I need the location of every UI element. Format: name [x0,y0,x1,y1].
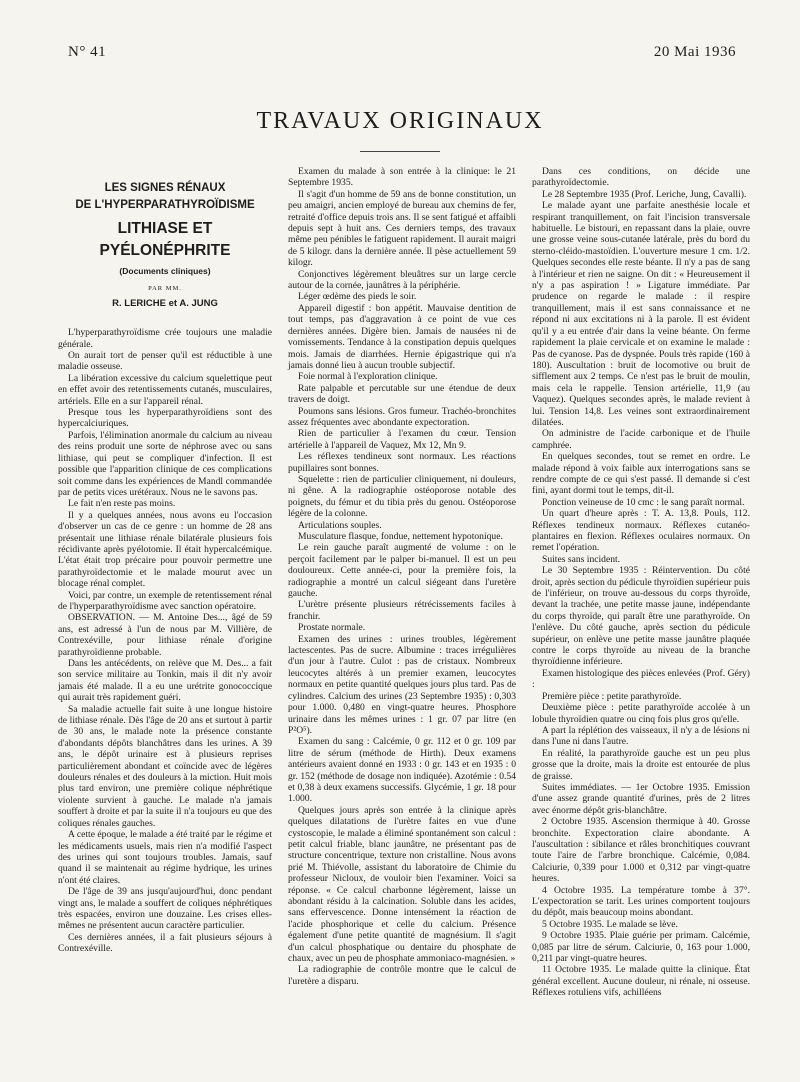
column-1 [58,172,272,955]
paragraph: Foie normal à l'exploration clinique. [298,371,438,383]
paragraph: Poumons sans lésions. Gros fumeur. Trachéo-bronchites assez fréquentes avec abondante expectoration. [288,405,516,428]
paragraph: Examen du malade à son entrée à la clinique: le 21 Septembre 1935. [288,166,516,189]
paragraph: On aurait tort de penser qu'il est réductible à une maladie osseuse. [58,350,272,373]
paragraph: Conjonctives légèrement bleuâtres sur un large cercle autour de la cornée, jaunâtres à la périphérie. [288,268,516,292]
paragraph: Examen histologique des pièces enlevées (Prof. Géry) : [532,667,750,691]
paragraph: Il y a quelques années, nous avons eu l'occasion d'observer un cas de ce genre : un homme de 28 ans présentait une lithiase rénale bilatérale plusieurs fois récidivante après pyélotomie. Il était hypercalcémique. L'état était trop précaire pour pouvoir permettre une parathyroïdectomie et le malade mourut avec un blocage rénal complet. [58,509,272,590]
article-by: PAR MM. [148,285,182,293]
paragraph: Les réflexes tendineux sont normaux. Les réactions pupillaires sont bonnes. [288,451,516,474]
paragraph: Quelques jours après son entrée à la clinique après quelques dilatations de l'urètre faites en vue d'une cystoscopie, le malade a éliminé spontanément son calcul : petit calcul friable, blanc jaunâtre, ne présentant pas de structure concentrique, texture non cristalline. Nous avons prié M. Thiévolle, assistant du laboratoire de Chimie du professeur Nicloux, de vouloir bien l'examiner. Voici sa réponse. « Ce calcul charbonne légèrement, laisse un abondant résidu à la calcination. Soluble dans les acides, sans effervescence. Donne intensément la réaction de l'acide phosphorique et celle du calcium. Présence également d'une petite quantité de magnésium. Il s'agit d'un calcul phosphatique ou dentaire du phosphate de chaux, avec un peu de phosphate ammoniaco-magnésien. » [288,804,516,965]
paragraph: Prostate normale. [298,622,366,634]
paragraph: A part la réplétion des vaisseaux, il n'y a de lésions ni dans l'une ni dans l'autre. [532,724,750,748]
paragraph: Appareil digestif : bon appétit. Mauvaise dentition de tout temps, pas d'aggravation à ce point de vue ces dernières années. Digère bien. Jamais de nausées ni de vomissements. Tendance à la constipation depuis quelques mois. Jamais de diarrhées. Hernie épigastrique qui n'a jamais donné lieu à aucun trouble subjectif. [288,302,516,371]
paragraph: Suites sans incident. [542,553,621,565]
paragraph: A cette époque, le malade a été traité par le régime et les médicaments usuels, mais rien n'a modifié l'aspect des urines qui sont toujours troubles. Jamais, sauf quand il se maintenait au régime hydrique, les urines n'ont été claires. [58,829,272,886]
paragraph: Musculature flasque, fondue, nettement hypotonique. [298,531,503,542]
paragraph: Parfois, l'élimination anormale du calcium au niveau des reins produit une sorte de néphrose avec ou sans lithiase, qui peut se compliquer d'infection. Il est possible que l'apparition clinique de ces complications soit comme dans les expériences de Mandl commandée par de petits vices urétéraux. Nous ne le savons pas. [58,429,272,498]
paragraph: Dans les antécédents, on relève que M. Des... a fait son service militaire au Tonkin, mais il dit n'y avoir jamais été malade. Il a eu une urétrite gonococcique qui aurait très rapidement guéri. [58,658,272,704]
paragraph: Ponction veineuse de 10 cmc : le sang paraît normal. [542,496,745,508]
paragraph: De l'âge de 39 ans jusqu'aujourd'hui, donc pendant vingt ans, le malade a souffert de coliques néphrétiques très espacées, environ une douzaine. Les crises elles-mêmes ne présentent aucun caractère particulier. [58,886,272,932]
paragraph: Examen des urines : urines troubles, légèrement lactescentes. Pas de sucre. Albumine : traces irrégulières d'un jour à l'autre. Culot : pas de cristaux. Nombreux leucocytes altérés à un premier examen, leucocytes normaux en petite quantité quelques jours plus tard. Pas de cylindres. Calcium des urines (23 Septembre 1935) : 0,303 pour 1.000. 0,480 en vingt-quatre heures. Phosphore urinaire dans les mêmes urines : 1 gr. 07 par litre (en P²O⁵). [288,633,516,736]
issue-date: 20 Mai 1936 [653,44,736,60]
column-2 [288,166,516,987]
paragraph: Suites immédiates. — 1er Octobre 1935. Emission d'une assez grande quantité d'urines, près de 2 litres avec énorme dépôt gris-blanchâtre. [532,781,750,816]
paragraph: On administre de l'acide carbonique et de l'huile camphrée. [532,428,750,451]
page-number: N° 41 [68,44,107,60]
paragraph: Le fait n'en reste pas moins. [68,498,176,510]
paragraph: 4 Octobre 1935. La température tombe à 37°. L'expectoration se tarit. Les urines comportent toujours du dépôt, mais beaucoup moins abondant. [532,884,750,919]
paragraph: Ces dernières années, il a fait plusieurs séjours à Contrexéville. [58,931,272,955]
paragraph: 5 Octobre 1935. Le malade se lève. [542,918,678,930]
paragraph: OBSERVATION. — M. Antoine Des..., âgé de 59 ans, est adressé à l'un de nous par M. Villière, de Contrexéville, pour lithiase rénale d'origine parathyroïdienne probable. [58,612,272,658]
article-header [58,180,272,309]
paragraph: En quelques secondes, tout se remet en ordre. Le malade répond à voix faible aux interrogations sans se rendre compte de ce qui s'est passé. Il demande si c'est fini, ayant dormi tout le temps, dit-il. [532,451,750,497]
paragraph: La libération excessive du calcium squelettique peut en effet avoir des retentissements cutanés, musculaires, artériels. Elle en a sur l'appareil rénal. [58,372,272,407]
paragraph: Dans ces conditions, on décide une parathyroïdectomie. [532,166,750,189]
paragraph: Voici, par contre, un exemple de retentissement rénal de l'hyperparathyroïdisme avec sanction opératoire. [58,589,272,612]
paragraph: Le rein gauche paraît augmenté de volume : on le perçoit facilement par le palper bi-manuel. Il est un peu douloureux. Cette année-ci, pour la première fois, la radiographie a montré un calcul siégeant dans l'uretère gauche. [288,542,516,600]
title-divider [360,151,440,152]
article-subtitle: (Documents cliniques) [119,266,211,276]
paragraph: Articulations souples. [298,519,382,531]
paragraph: 9 Octobre 1935. Plaie guérie per primam. Calcémie, 0,085 par litre de sérum. Calciurie, 0, 163 pour 1.000, 0,211 par vingt-quatre heures. [532,930,750,965]
paragraph: La radiographie de contrôle montre que le calcul de l'uretère a disparu. [288,964,516,987]
article-authors: R. LERICHE et A. JUNG [112,297,218,309]
column-3-body [532,166,750,999]
column-2-body [288,166,516,987]
section-title: TRAVAUX ORIGINAUX [256,108,544,134]
article-title-main: LITHIASE ET PYÉLONÉPHRITE [99,220,231,259]
column-3 [532,166,750,999]
paragraph: Un quart d'heure après : T. A. 13,8. Pouls, 112. Réflexes tendineux normaux. Réflexes cutanéo-plantaires en flexion. Réflexes oculaires normaux. On remet l'opération. [532,508,750,554]
paragraph: Le 28 Septembre 1935 (Prof. Leriche, Jung, Cavalli). [542,188,747,200]
paragraph: Il s'agit d'un homme de 59 ans de bonne constitution, un peu amaigri, ancien employé de bureau aux chemins de fer, retraité d'office depuis trois ans. Il se sent fatigué et affaibli depuis sept à huit ans. Ces derniers temps, des travaux même peu pénibles le fatiguent rapidement. Il aurait maigri de 5 kilogr. dans la dernière année. Il pèse actuellement 59 kilogr. [288,188,516,269]
paragraph: Squelette : rien de particulier cliniquement, ni douleurs, ni gêne. A la radiographie ostéoporose notable des poignets, du fémur et du tibia près du genou. Ostéoporose légère de la colonne. [288,473,516,520]
paragraph: En réalité, la parathyroïde gauche est un peu plus grosse que la droite, mais la droite est entourée de plus de graisse. [532,747,750,782]
paragraph: Rien de particulier à l'examen du cœur. Tension artérielle à l'appareil de Vaquez, Mx 12, Mn 9. [288,428,516,451]
paragraph: 11 Octobre 1935. Le malade quitte la clinique. État général excellent. Aucune douleur, ni rénale, ni osseuse. Réflexes rotuliens vifs, achilléens [532,964,750,999]
article-title-line1: LES SIGNES RÉNAUX [104,182,226,194]
paragraph: Le 30 Septembre 1935 : Réintervention. Du côté droit, après section du pédicule thyroïdien supérieur puis de l'inférieur, on trouve au-dessous du corps thyroïde, devant la trachée, une petite masse jaune, indépendante du corps thyroïde, qui paraît être une parathyroïde. On l'enlève. Du côté gauche, après section du pédicule supérieur, on enlève une petite masse jaunâtre plaquée contre le corps thyroïde au niveau de la branche thyroïdienne inférieure. [532,565,750,668]
paragraph: Examen du sang : Calcémie, 0 gr. 112 et 0 gr. 109 par litre de sérum (méthode de Hirth). Deux examens antérieurs avaient donné en 1933 : 0 gr. 143 et en 1935 : 0 gr. 152 (méthode de dosage non indiquée). Azotémie : 0.54 et 0,38 à deux examens successifs. Glycémie, 1 gr. 18 pour 1.000. [288,736,516,805]
paragraph: Le malade ayant une parfaite anesthésie locale et respirant tranquillement, on fait l'incision transversale habituelle. Le bistouri, en repassant dans la plaie, ouvre une grosse veine sous-cutanée latérale, près du bord du sterno-cléido-mastoïdien. L'ouverture mesure 1 cm. 1/2. Quelques secondes elle reste béante. Il n'y a pas de sang à l'intérieur et rien ne saigne. On dit : « Heureusement il n'y a pas aspiration ! » Ligature immédiate. Par prudence on regarde le malade : il respire tranquillement, mais il est sans connaissance et ne répond ni aux excitations ni à la parole. Il est évident qu'il y a eu entrée d'air dans la veine béante. On ferme rapidement la plaie cervicale et on examine le malade : Pas de cyanose. Pas de dyspnée. Pouls très rapide (160 à 180). Auscultation : bruit de locomotive ou bruit de sifflement aux 2 temps. Ce n'est pas le bruit de moulin, mais cela le rappelle. Tension artérielle, 11,9 (au Vaquez). Quelques secondes après, le malade revient à lui. Tension 14,8. Les veines sont extraordinairement dilatées. [532,200,750,428]
paragraph: Rate palpable et percutable sur une étendue de deux travers de doigt. [288,382,516,406]
paragraph: L'urètre présente plusieurs rétrécissements faciles à franchir. [288,599,516,622]
column-1-body [58,327,272,954]
paragraph: Presque tous les hyperparathyroïdiens sont des hypercalciuriques. [58,407,272,430]
article-title-line2: DE L'HYPERPARATHYROÏDISME [75,199,255,211]
paragraph: L'hyperparathyroïdisme crée toujours une maladie générale. [58,327,272,350]
paragraph: Sa maladie actuelle fait suite à une longue histoire de lithiase rénale. Dès l'âge de 20 ans et surtout à partir de 30 ans, le malade note la présence constante d'abondants dépôts blanchâtres dans les urines. A 39 ans, le dépôt urinaire est à plusieurs reprises particulièrement abondant et coïncide avec de légères douleurs rénales et des douleurs à la miction. Huit mois plus tard environ, une première colique néphrétique violente survient à gauche. Le malade n'a jamais souffert à droite et par la suite il n'a toujours eu que des coliques rénales gauches. [58,703,272,829]
paragraph: Première pièce : petite parathyroïde. [542,690,682,702]
paragraph: 2 Octobre 1935. Ascension thermique à 40. Grosse bronchite. Expectoration claire abondante. A l'auscultation : sibilance et râles bronchitiques couvrant toute l'aire de l'arbre bronchique. Calcémie, 0,084. Calciurie, 0,339 pour 1.000 et 0,312 par vingt-quatre heures. [532,816,750,885]
paragraph: Deuxième pièce : petite parathyroïde accolée à un lobule thyroïdien quatre ou cinq fois plus gros qu'elle. [532,702,750,725]
paragraph: Léger œdème des pieds le soir. [298,291,417,303]
